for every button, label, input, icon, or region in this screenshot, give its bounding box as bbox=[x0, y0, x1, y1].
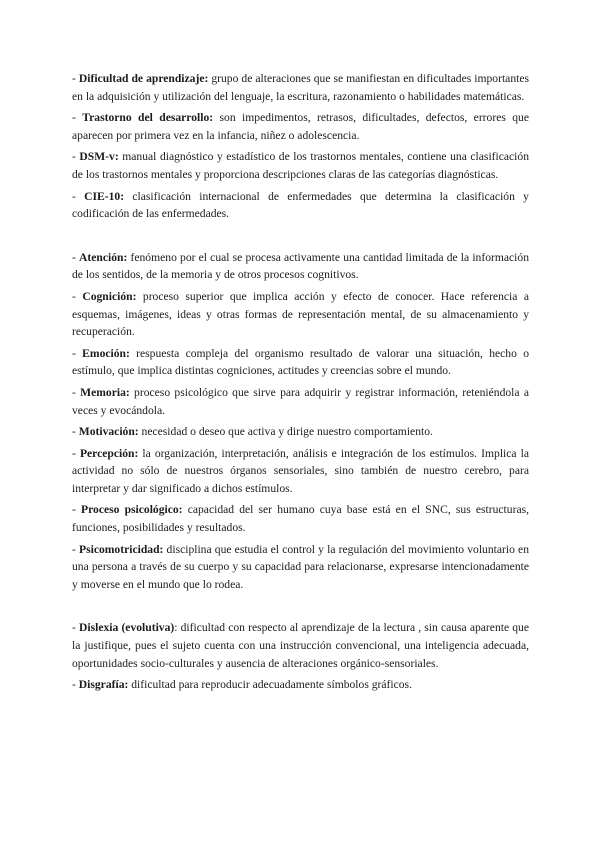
definition: grupo de alteraciones que se manifiestan en dificultades importantes en la adquisición y utilización del lenguaje, la escritura, razonamiento o habilidades matemáticas. bbox=[72, 72, 529, 103]
entry-cie-10: - CIE-10: clasificación internacional de enfermedades que determina la clasificación y codificación de las enfermedades. bbox=[72, 189, 529, 221]
entry-emocion: - Emoción: respuesta compleja del organismo resultado de valorar una situación, hecho o estímulo, que implica distintas cogniciones, actitudes y creencias sobre el mundo. bbox=[72, 346, 529, 378]
definition: proceso psicológico que sirve para adquirir y registrar información, reteniéndola a veces y evocándola. bbox=[72, 385, 529, 417]
entry-proceso-psicologico: - Proceso psicológico: capacidad del ser humano cuya base está en el SNC, sus estructuras, funciones, posibilidades y resultados. bbox=[72, 503, 529, 535]
definition: necesidad o deseo que activa y dirige nuestro comportamiento. bbox=[138, 425, 433, 439]
entry-dsm-v: - DSM-v: manual diagnóstico y estadístico de los trastornos mentales, contiene una clasificación de los trastornos mentales y proporciona descripciones claras de las categorías diagnósticas. bbox=[72, 150, 529, 181]
definition: : dificultad con respecto al aprendizaje de la lectura , sin causa aparente que la justifique, pues el sujeto cuenta con una instrucción convencional, una inteligencia adecuada, oportunidades socio-culturales y ausencia de alteraciones orgánico-sensoriales. bbox=[72, 621, 529, 670]
entry-cognicion: - Cognición: proceso superior que implica acción y efecto de conocer. Hace referencia a esquemas, imágenes, ideas y otras formas de representación mental, de su almacenamiento y recuperación. bbox=[72, 289, 529, 339]
entry-motivacion: - Motivación: necesidad o deseo que activa y dirige nuestro comportamiento. bbox=[72, 425, 433, 439]
entry-dificultad-aprendizaje: - Dificultad de aprendizaje: grupo de alteraciones que se manifiestan en dificultades importantes en la adquisición y utilización del lenguaje, la escritura, razonamiento o habilidades matemáticas. bbox=[72, 72, 529, 103]
term: Percepción: bbox=[79, 446, 139, 460]
term: Trastorno del desarrollo: bbox=[82, 111, 214, 125]
entry-memoria: - Memoria: proceso psicológico que sirve para adquirir y registrar información, reteniéndola a veces y evocándola. bbox=[72, 385, 529, 417]
term: Motivación: bbox=[78, 425, 139, 439]
entry-atencion: - Atención: fenómeno por el cual se procesa activamente una cantidad limitada de la información de los sentidos, de la memoria y de otros procesos cognitivos. bbox=[72, 250, 529, 282]
definition: respuesta compleja del organismo resultado de valorar una situación, hecho o estímulo, que implica distintas cogniciones, actitudes y creencias sobre el mundo. bbox=[72, 346, 529, 378]
definition: la organización, interpretación, análisis e integración de los estímulos. Implica la actividad no sólo de nuestros órganos sensoriales, sino también de nuestro cerebro, para interpretar y dar significado a dichos estímulos. bbox=[72, 446, 529, 495]
entry-trastorno-desarrollo: - Trastorno del desarrollo: son impedimentos, retrasos, dificultades, defectos, errores que aparecen por primera vez en la infancia, niñez o adolescencia. bbox=[72, 111, 529, 142]
entry-disgrafia: - Disgrafía: dificultad para reproducir adecuadamente símbolos gráficos. bbox=[72, 678, 412, 692]
document-page bbox=[72, 70, 529, 698]
term: Disgrafía: bbox=[78, 678, 129, 692]
definition: fenómeno por el cual se procesa activamente una cantidad limitada de la información de los sentidos, de la memoria y de otros procesos cognitivos. bbox=[72, 250, 529, 282]
definition: dificultad para reproducir adecuadamente símbolos gráficos. bbox=[128, 678, 412, 692]
definition: capacidad del ser humano cuya base está en el SNC, sus estructuras, funciones, posibilidades y resultados. bbox=[72, 503, 529, 535]
definition: clasificación internacional de enfermedades que determina la clasificación y codificación de las enfermedades. bbox=[72, 189, 529, 221]
term: Dificultad de aprendizaje: bbox=[78, 72, 209, 85]
term: Proceso psicológico: bbox=[81, 503, 183, 517]
term: Memoria: bbox=[80, 385, 130, 399]
definition: proceso superior que implica acción y efecto de conocer. Hace referencia a esquemas, imágenes, ideas y otras formas de representación mental, de su almacenamiento y recuperación. bbox=[72, 289, 529, 339]
term: Cognición: bbox=[82, 289, 137, 303]
term: Atención: bbox=[79, 250, 128, 264]
term: DSM-v: bbox=[79, 150, 119, 164]
term: Dislexia (evolutiva) bbox=[79, 621, 175, 635]
term: Psicomotricidad: bbox=[79, 542, 164, 556]
definition: disciplina que estudia el control y la regulación del movimiento voluntario en una persona a través de su cuerpo y su capacidad para relacionarse, expresarse intencionadamente y moverse en el mundo que lo rodea. bbox=[72, 542, 529, 591]
definition: manual diagnóstico y estadístico de los trastornos mentales, contiene una clasificación de los trastornos mentales y proporciona descripciones claras de las categorías diagnósticas. bbox=[72, 150, 529, 181]
term: Emoción: bbox=[82, 346, 130, 360]
entry-psicomotricidad: - Psicomotricidad: disciplina que estudia el control y la regulación del movimiento voluntario en una persona a través de su cuerpo y su capacidad para relacionarse, expresarse intencionadamente y moverse en el mundo que lo rodea. bbox=[72, 542, 529, 591]
definition: son impedimentos, retrasos, dificultades, defectos, errores que aparecen por primera vez en la infancia, niñez o adolescencia. bbox=[72, 111, 529, 142]
entry-dislexia: - Dislexia (evolutiva): dificultad con respecto al aprendizaje de la lectura , sin causa aparente que la justifique, pues el sujeto cuenta con una instrucción convencional, una inteligencia adecuada, oportunidades socio-culturales y ausencia de alteraciones orgánico-sensoriales. bbox=[72, 621, 529, 670]
term: CIE-10: bbox=[84, 189, 125, 203]
entry-percepcion: - Percepción: la organización, interpretación, análisis e integración de los estímulos. Implica la actividad no sólo de nuestros órganos sensoriales, sino también de nuestro cerebro, para interpretar y dar significado a dichos estímulos. bbox=[72, 446, 529, 495]
